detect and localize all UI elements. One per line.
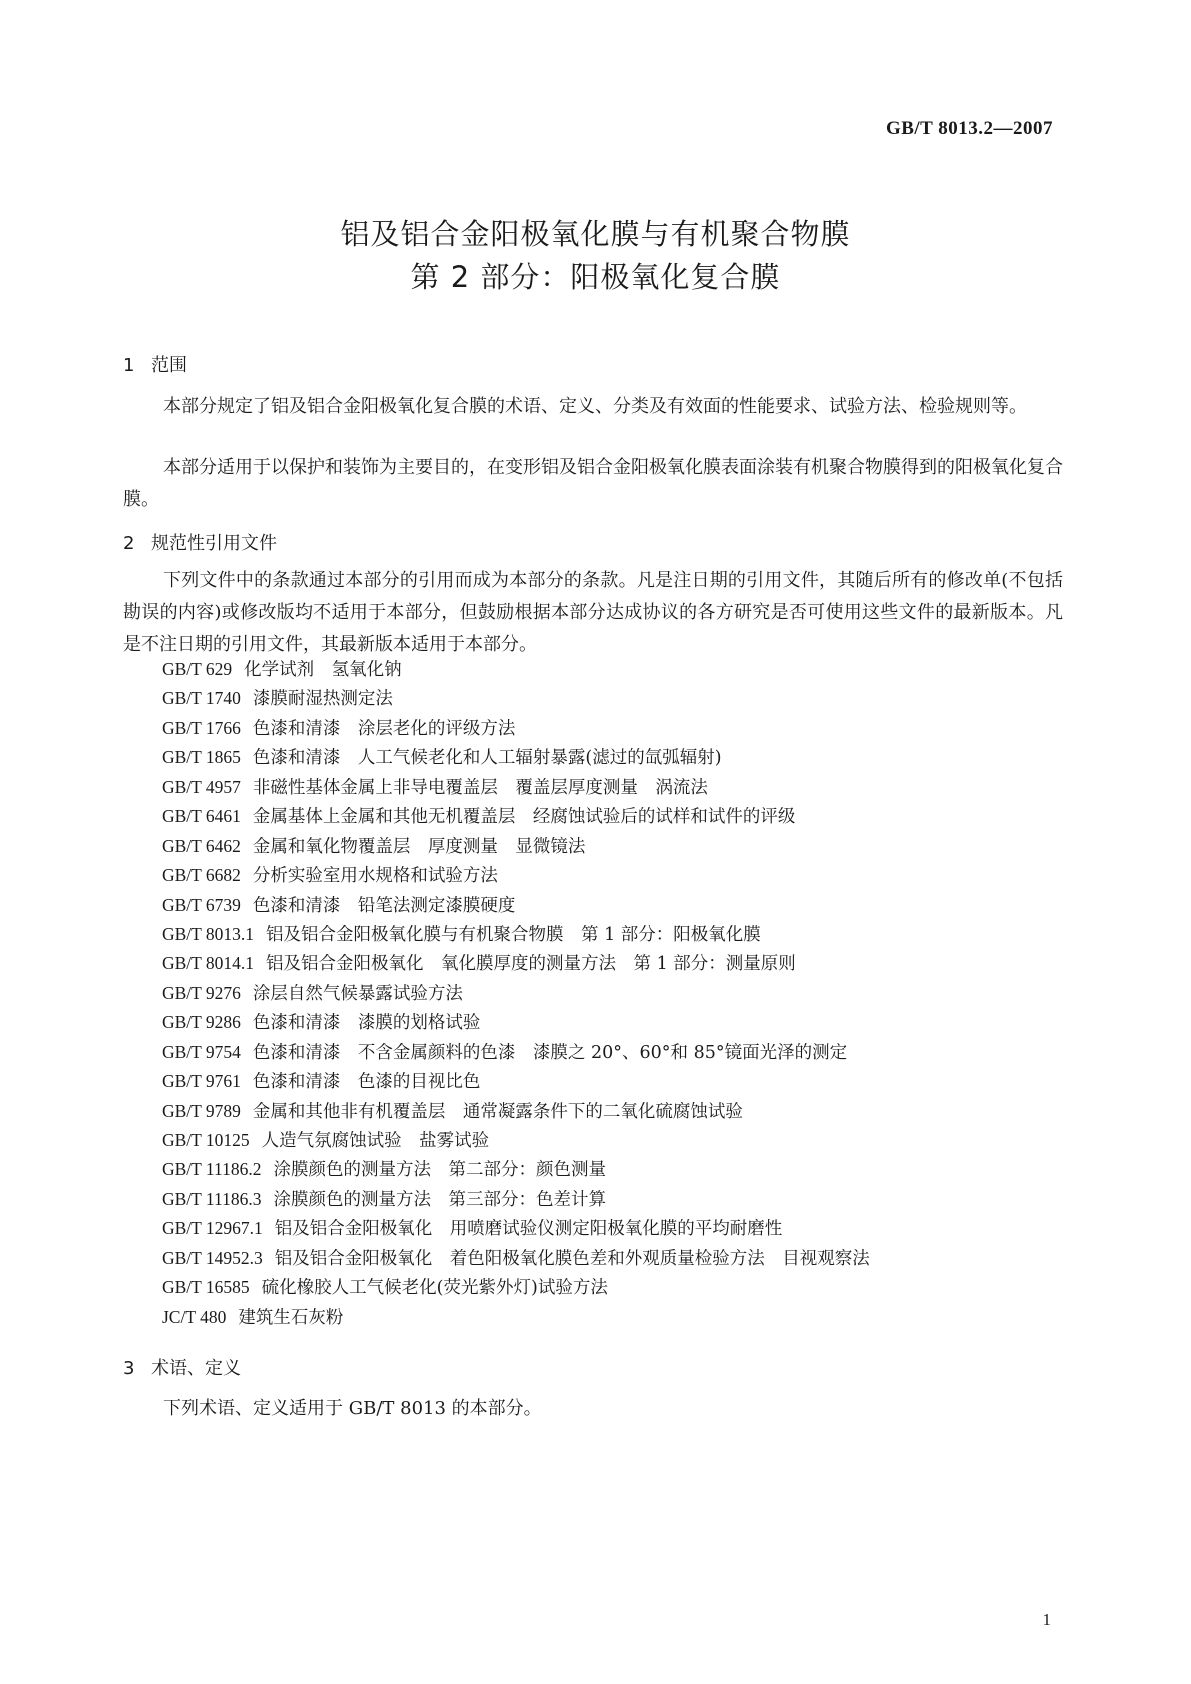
reference-code: GB/T 629: [162, 659, 233, 679]
reference-item: [162, 1126, 870, 1155]
reference-title: 涂层自然气候暴露试验方法: [252, 983, 463, 1004]
reference-item: [162, 979, 870, 1008]
section-heading-normative-references: [123, 529, 277, 555]
reference-title: 建筑生石灰粉: [238, 1307, 344, 1328]
reference-title: 化学试剂 氢氧化钠: [244, 660, 402, 680]
reference-item: [162, 1097, 870, 1126]
paragraph: 下列术语、定义适用于 GB/T 8013 的本部分。: [163, 1398, 542, 1419]
reference-code: GB/T 16585: [162, 1277, 250, 1298]
reference-title: 铝及铝合金阳极氧化 氧化膜厚度的测量方法 第 1 部分：测量原则: [266, 954, 796, 975]
reference-item: [162, 655, 870, 684]
section-number: 3: [123, 1358, 135, 1379]
reference-title: 人造气氛腐蚀试验 盐雾试验: [261, 1131, 490, 1151]
reference-item: [162, 949, 870, 978]
section-title: 术语、定义: [151, 1358, 241, 1379]
reference-item: [162, 920, 870, 949]
reference-code: GB/T 1766: [162, 717, 241, 738]
reference-title: 色漆和清漆 色漆的目视比色: [252, 1072, 481, 1093]
section-title: 规范性引用文件: [151, 533, 277, 554]
reference-title: 分析实验室用水规格和试验方法: [252, 866, 498, 887]
reference-title: 铝及铝合金阳极氧化膜与有机聚合物膜 第 1 部分：阳极氧化膜: [266, 924, 761, 945]
reference-code: GB/T 11186.3: [162, 1188, 262, 1209]
reference-title: 涂膜颜色的测量方法 第二部分：颜色测量: [273, 1160, 606, 1181]
reference-item: [162, 773, 870, 802]
reference-code: GB/T 9754: [162, 1041, 241, 1062]
reference-code: GB/T 10125: [162, 1130, 250, 1150]
reference-item: [162, 1008, 870, 1037]
reference-title: 金属基体上金属和其他无机覆盖层 经腐蚀试验后的试样和试件的评级: [252, 807, 796, 828]
reference-item: [162, 891, 870, 920]
reference-code: GB/T 1865: [162, 747, 241, 768]
reference-code: GB/T 12967.1: [162, 1218, 263, 1239]
reference-item: [162, 1273, 870, 1302]
reference-code: GB/T 6462: [162, 835, 241, 856]
reference-title: 非磁性基体金属上非导电覆盖层 覆盖层厚度测量 涡流法: [252, 777, 708, 798]
reference-title: 硫化橡胶人工气候老化(荧光紫外灯)试验方法: [261, 1278, 608, 1299]
reference-code: GB/T 11186.2: [162, 1159, 262, 1180]
reference-item: [162, 1067, 870, 1096]
reference-code: GB/T 8014.1: [162, 953, 255, 974]
reference-code: GB/T 9286: [162, 1012, 241, 1033]
reference-item: [162, 1038, 870, 1067]
paragraph: 本部分适用于以保护和装饰为主要目的，在变形铝及铝合金阳极氧化膜表面涂装有机聚合物膜得到的阳极氧化复合膜。: [123, 457, 1063, 510]
reference-item: [162, 1303, 870, 1332]
reference-title: 色漆和清漆 涂层老化的评级方法: [252, 718, 516, 739]
reference-code: JC/T 480: [162, 1306, 227, 1327]
paragraph: 本部分规定了铝及铝合金阳极氧化复合膜的术语、定义、分类及有效面的性能要求、试验方法、检验规则等。: [163, 396, 1027, 417]
reference-title: 金属和氧化物覆盖层 厚度测量 显微镜法: [252, 836, 586, 857]
reference-title: 金属和其他非有机覆盖层 通常凝露条件下的二氧化硫腐蚀试验: [252, 1101, 743, 1122]
document-title-line1: 铝及铝合金阳极氧化膜与有机聚合物膜: [340, 217, 851, 251]
reference-code: GB/T 4957: [162, 776, 241, 797]
reference-code: GB/T 1740: [162, 688, 241, 709]
page-number: 1: [1042, 1610, 1051, 1629]
reference-code: GB/T 9761: [162, 1071, 241, 1092]
reference-item: [162, 743, 870, 772]
reference-title: 铝及铝合金阳极氧化 用喷磨试验仪测定阳极氧化膜的平均耐磨性: [274, 1219, 783, 1240]
reference-item: [162, 861, 870, 890]
document-title-line2: 第 2 部分：阳极氧化复合膜: [410, 260, 781, 294]
reference-code: GB/T 6682: [162, 865, 241, 886]
reference-code: GB/T 8013.1: [162, 923, 255, 944]
reference-title: 色漆和清漆 不含金属颜料的色漆 漆膜之 20°、60°和 85°镜面光泽的测定: [252, 1042, 848, 1063]
reference-title: 色漆和清漆 人工气候老化和人工辐射暴露(滤过的氙弧辐射): [252, 748, 722, 769]
reference-item: [162, 684, 870, 713]
reference-item: [162, 1244, 870, 1273]
standard-code: GB/T 8013.2—2007: [885, 118, 1053, 139]
reference-code: GB/T 6461: [162, 806, 241, 827]
reference-title: 涂膜颜色的测量方法 第三部分：色差计算: [273, 1189, 606, 1210]
reference-title: 色漆和清漆 铅笔法测定漆膜硬度: [252, 895, 516, 916]
reference-item: [162, 1155, 870, 1184]
reference-item: [162, 802, 870, 831]
reference-item: [162, 714, 870, 743]
reference-list: [162, 655, 870, 1332]
paragraph: 下列文件中的条款通过本部分的引用而成为本部分的条款。凡是注日期的引用文件，其随后所有的修改单(不包括勘误的内容)或修改版均不适用于本部分，但鼓励根据本部分达成协议的各方研究是否可使用这些文件的最新版本。凡是不注日期的引用文件，其最新版本适用于本部分。: [123, 570, 1063, 655]
section-heading-terms-definitions: [123, 1354, 241, 1380]
section-number: 1: [123, 355, 135, 376]
section-title: 范围: [151, 355, 187, 376]
section-heading-scope: [123, 351, 187, 377]
section-number: 2: [123, 533, 135, 554]
reference-code: GB/T 9276: [162, 982, 241, 1003]
reference-title: 色漆和清漆 漆膜的划格试验: [252, 1013, 481, 1034]
reference-code: GB/T 6739: [162, 894, 241, 915]
reference-item: [162, 1214, 870, 1243]
reference-item: [162, 832, 870, 861]
reference-title: 铝及铝合金阳极氧化 着色阳极氧化膜色差和外观质量检验方法 目视观察法: [274, 1248, 870, 1269]
reference-title: 漆膜耐湿热测定法: [252, 689, 393, 710]
reference-code: GB/T 9789: [162, 1100, 241, 1121]
reference-item: [162, 1185, 870, 1214]
reference-code: GB/T 14952.3: [162, 1247, 263, 1268]
